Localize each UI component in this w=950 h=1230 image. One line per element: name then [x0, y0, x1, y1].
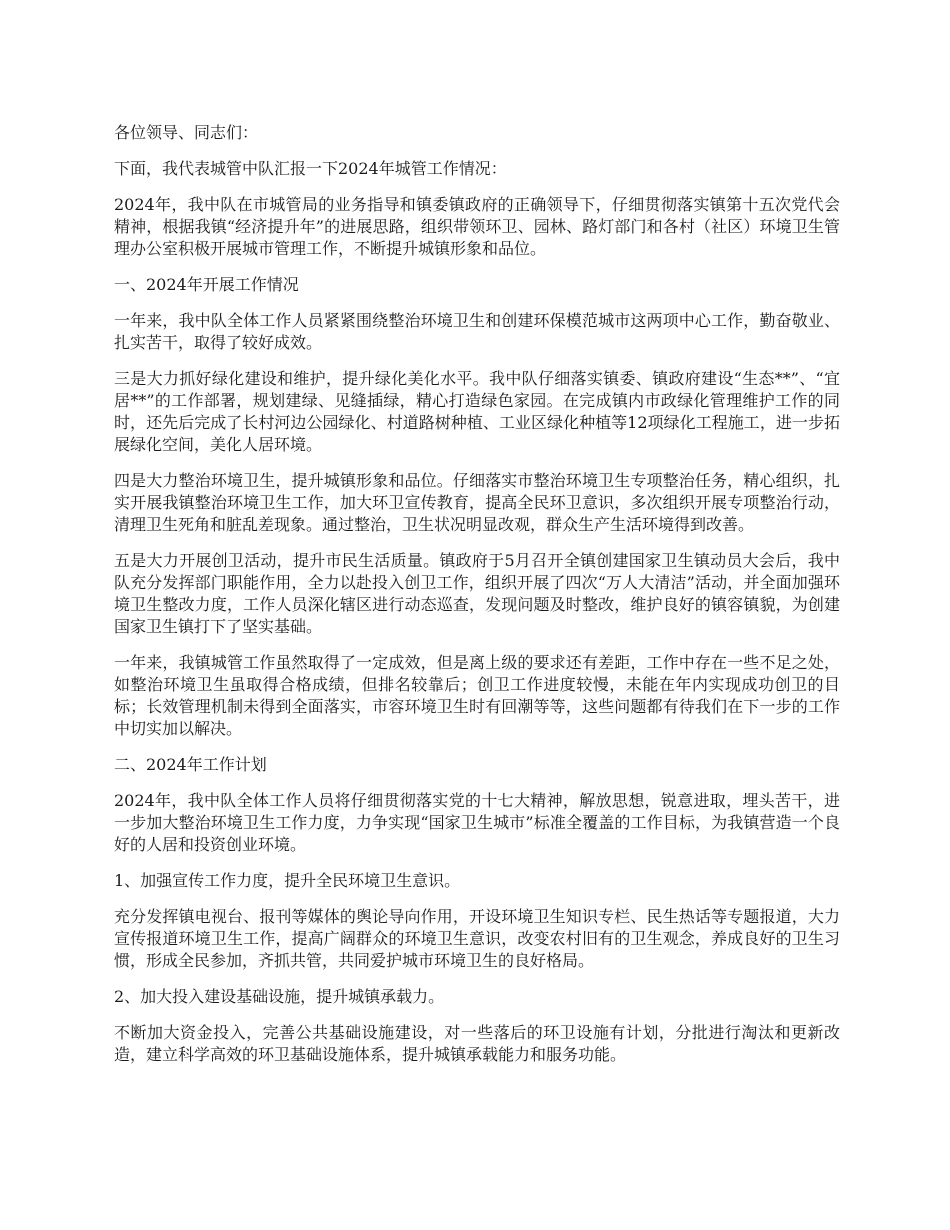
plan2-body-paragraph: 不断加大资金投入，完善公共基础设施建设，对一些落后的环卫设施有计划，分批进行淘汰和更新改造，建立科学高效的环卫基础设施体系，提升城镇承载能力和服务功能。: [114, 1023, 840, 1064]
section-heading-1: 一、2024年开展工作情况: [114, 275, 299, 294]
item3-paragraph: 三是大力抓好绿化建设和维护，提升绿化美化水平。我中队仔细落实镇委、镇政府建设“生态**”、“宜居**”的工作部署，规划建绿、见缝插绿，精心打造绿色家园。在完成镇内市政绿化管理维护工作的同时，还先后完成了长村河边公园绿化、村道路树种植、工业区绿化种植等12项绿化工程施工，进一步拓展绿化空间，美化人居环境。: [114, 369, 840, 454]
section1-intro-paragraph: 一年来，我中队全体工作人员紧紧围绕整治环境卫生和创建环保模范城市这两项中心工作，勤奋敬业、扎实苦干，取得了较好成效。: [114, 311, 840, 352]
section-heading-2: 二、2024年工作计划: [114, 755, 267, 774]
document-page: [114, 122, 840, 1080]
greeting: 各位领导、同志们：: [114, 123, 259, 142]
intro-paragraph: 下面，我代表城管中队汇报一下2024年城管工作情况：: [114, 159, 507, 178]
plan2-heading: 2、加大投入建设基础设施，提升城镇承载力。: [114, 987, 445, 1006]
plan1-body-paragraph: 充分发挥镇电视台、报刊等媒体的舆论导向作用，开设环境卫生知识专栏、民生热话等专题报道，大力宣传报道环境卫生工作，提高广阔群众的环境卫生意识，改变农村旧有的卫生观念，养成良好的卫生习惯，形成全民参加，齐抓共管，共同爱护城市环境卫生的良好格局。: [114, 907, 840, 970]
item4-paragraph: 四是大力整治环境卫生，提升城镇形象和品位。仔细落实市整治环境卫生专项整治任务，精心组织，扎实开展我镇整治环境卫生工作，加大环卫宣传教育，提高全民环卫意识，多次组织开展专项整治行动，清理卫生死角和脏乱差现象。通过整治，卫生状况明显改观，群众生产生活环境得到改善。: [114, 471, 840, 534]
item5-paragraph: 五是大力开展创卫活动，提升市民生活质量。镇政府于5月召开全镇创建国家卫生镇动员大会后，我中队充分发挥部门职能作用，全力以赴投入创卫工作，组织开展了四次“万人大清洁”活动，并全面加强环境卫生整改力度，工作人员深化辖区进行动态巡查，发现问题及时整改，维护良好的镇容镇貌，为创建国家卫生镇打下了坚实基础。: [114, 551, 840, 636]
shortcomings-paragraph: 一年来，我镇城管工作虽然取得了一定成效，但是离上级的要求还有差距，工作中存在一些不足之处，如整治环境卫生虽取得合格成绩，但排名较靠后；创卫工作进度较慢，未能在年内实现成功创卫的目标；长效管理机制未得到全面落实，市容环境卫生时有回潮等等，这些问题都有待我们在下一步的工作中切实加以解决。: [114, 653, 840, 738]
section2-intro-paragraph: 2024年，我中队全体工作人员将仔细贯彻落实党的十七大精神，解放思想，锐意进取，埋头苦干，进一步加大整治环境卫生工作力度，力争实现“国家卫生城市”标准全覆盖的工作目标，为我镇营造一个良好的人居和投资创业环境。: [114, 791, 840, 854]
summary-paragraph: 2024年，我中队在市城管局的业务指导和镇委镇政府的正确领导下，仔细贯彻落实镇第十五次党代会精神，根据我镇“经济提升年”的进展思路，组织带领环卫、园林、路灯部门和各村（社区）环境卫生管理办公室积极开展城市管理工作，不断提升城镇形象和品位。: [114, 195, 840, 258]
plan1-heading: 1、加强宣传工作力度，提升全民环境卫生意识。: [114, 871, 461, 890]
